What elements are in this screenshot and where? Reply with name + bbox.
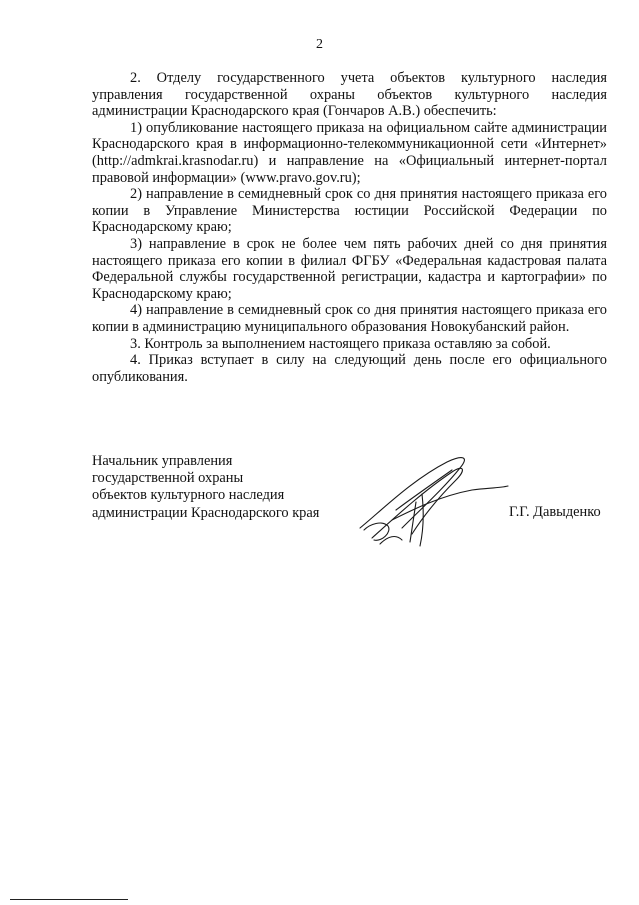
paragraph-item-2: 2. Отделу государственного учета объектов культурного наследия управления государственной охраны объектов культурного наследия администрации Краснодарского края (Гончаров А.В.) обеспечить: <box>92 70 607 120</box>
handwritten-signature <box>352 450 512 550</box>
signatory-position-line: государственной охраны <box>92 470 244 487</box>
paragraph-subitem-1: 1) опубликование настоящего приказа на официальном сайте администрации Краснодарского края в информационно-телекоммуникационной сети «Интернет» (http://admkrai.krasnodar.ru) и направление на «Официальный интернет-портал правовой информации» (www.pravo.gov.ru); <box>92 119 607 186</box>
paragraph-subitem-2: 2) направление в семидневный срок со дня принятия настоящего приказа его копии в Управление Министерства юстиции Российской Федерации по Краснодарскому краю; <box>92 186 607 236</box>
paragraph-item-4: 4. Приказ вступает в силу на следующий день после его официального опубликования. <box>92 352 607 385</box>
signatory-name: Г.Г. Давыденко <box>509 504 601 520</box>
signatory-position <box>92 453 319 522</box>
page-number: 2 <box>316 37 323 52</box>
paragraph-subitem-4: 4) направление в семидневный срок со дня принятия настоящего приказа его копии в администрацию муниципального образования Новокубанский район. <box>92 302 607 335</box>
signatory-position-line: администрации Краснодарского края <box>92 504 320 521</box>
document-body <box>92 70 607 385</box>
footnote-divider <box>10 899 128 900</box>
signatory-position-line: объектов культурного наследия <box>92 487 285 504</box>
signatory-position-line: Начальник управления <box>92 453 233 469</box>
paragraph-subitem-3: 3) направление в срок не более чем пять рабочих дней со дня принятия настоящего приказа его копии в филиал ФГБУ «Федеральная кадастровая палата Федеральной службы государственной регистрации, кадастра и картографии» по Краснодарскому краю; <box>92 235 607 302</box>
paragraph-item-3: 3. Контроль за выполнением настоящего приказа оставляю за собой. <box>130 335 551 352</box>
